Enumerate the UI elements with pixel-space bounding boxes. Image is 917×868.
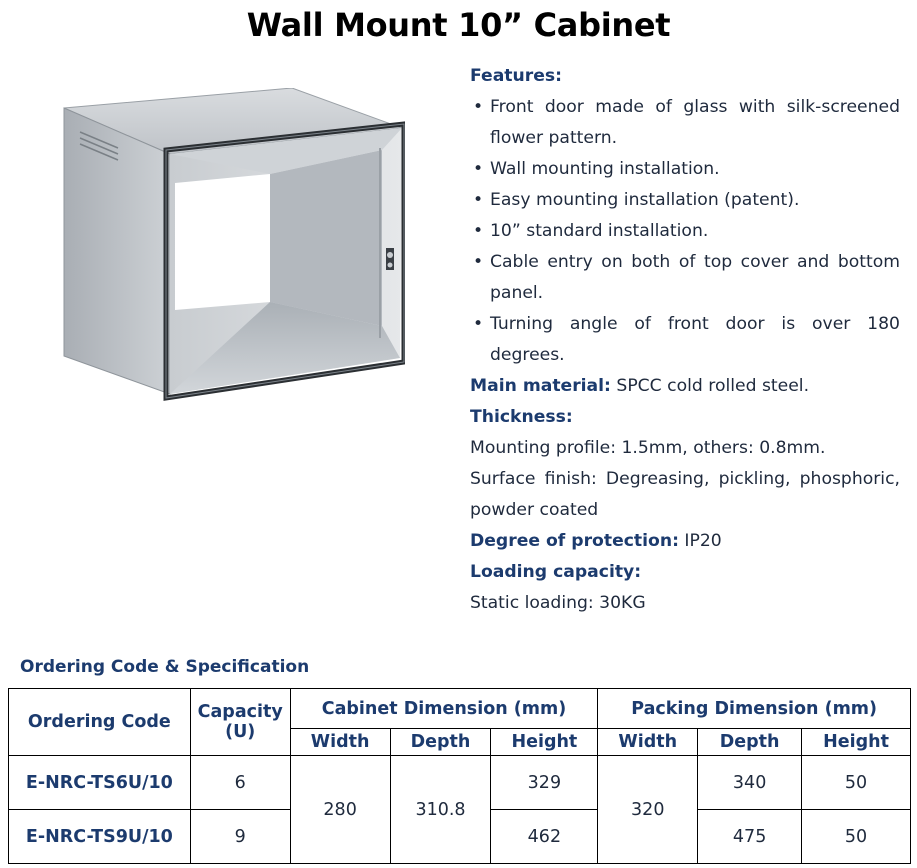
ordering-code-cell: E-NRC-TS6U/10 <box>9 756 191 810</box>
static-loading: Static loading: 30KG <box>470 593 646 613</box>
bullet-icon: • <box>473 252 484 272</box>
packing-height-cell: 50 <box>802 810 911 864</box>
features-list <box>470 92 900 371</box>
packing-width-cell: 320 <box>598 756 698 864</box>
packing-depth-cell: 340 <box>698 756 802 810</box>
list-item: • Easy mounting installation (patent). <box>470 185 900 216</box>
ordering-title: Ordering Code & Specification <box>20 657 310 677</box>
header-cabinet-depth: Depth <box>390 729 491 756</box>
page-title: Wall Mount 10” Cabinet <box>246 6 671 44</box>
capacity-cell: 6 <box>190 756 290 810</box>
packing-height-cell: 50 <box>802 756 911 810</box>
header-cabinet-dimension: Cabinet Dimension (mm) <box>290 689 598 729</box>
ordering-table <box>8 688 911 864</box>
list-item: • Wall mounting installation. <box>470 154 900 185</box>
cabinet-depth-cell: 310.8 <box>390 756 491 864</box>
list-item: • Cable entry on both of top cover and bottom panel. <box>470 247 900 309</box>
list-item: • Turning angle of front door is over 180 degrees. <box>470 309 900 371</box>
bullet-icon: • <box>473 97 484 117</box>
header-ordering-code: Ordering Code <box>9 689 191 756</box>
header-packing-depth: Depth <box>698 729 802 756</box>
thickness-label: Thickness: <box>470 407 573 427</box>
bullet-icon: • <box>473 190 484 210</box>
list-item: • 10” standard installation. <box>470 216 900 247</box>
header-cabinet-height: Height <box>491 729 598 756</box>
features-label: Features: <box>470 66 562 86</box>
header-capacity: Capacity (U) <box>190 689 290 756</box>
main-material: Main material: SPCC cold rolled steel. <box>470 376 810 396</box>
cabinet-height-cell: 462 <box>491 810 598 864</box>
packing-depth-cell: 475 <box>698 810 802 864</box>
list-item: • Front door made of glass with silk-screened flower pattern. <box>470 92 900 154</box>
table-row <box>9 756 911 810</box>
loading-capacity-label: Loading capacity: <box>470 562 642 582</box>
bullet-icon: • <box>473 314 484 334</box>
cabinet-width-cell: 280 <box>290 756 390 864</box>
wall-mount-cabinet-image <box>60 88 405 408</box>
surface-finish: Surface finish: Degreasing, pickling, phosphoric, powder coated <box>470 469 900 520</box>
header-packing-height: Height <box>802 729 911 756</box>
thickness-mounting: Mounting profile: 1.5mm, others: 0.8mm. <box>470 438 826 458</box>
cabinet-height-cell: 329 <box>491 756 598 810</box>
header-packing-dimension: Packing Dimension (mm) <box>598 689 911 729</box>
degree-of-protection: Degree of protection: IP20 <box>470 531 722 551</box>
bullet-icon: • <box>473 159 484 179</box>
capacity-cell: 9 <box>190 810 290 864</box>
bullet-icon: • <box>473 221 484 241</box>
specifications <box>470 61 900 619</box>
header-cabinet-width: Width <box>290 729 390 756</box>
ordering-code-cell: E-NRC-TS9U/10 <box>9 810 191 864</box>
header-packing-width: Width <box>598 729 698 756</box>
